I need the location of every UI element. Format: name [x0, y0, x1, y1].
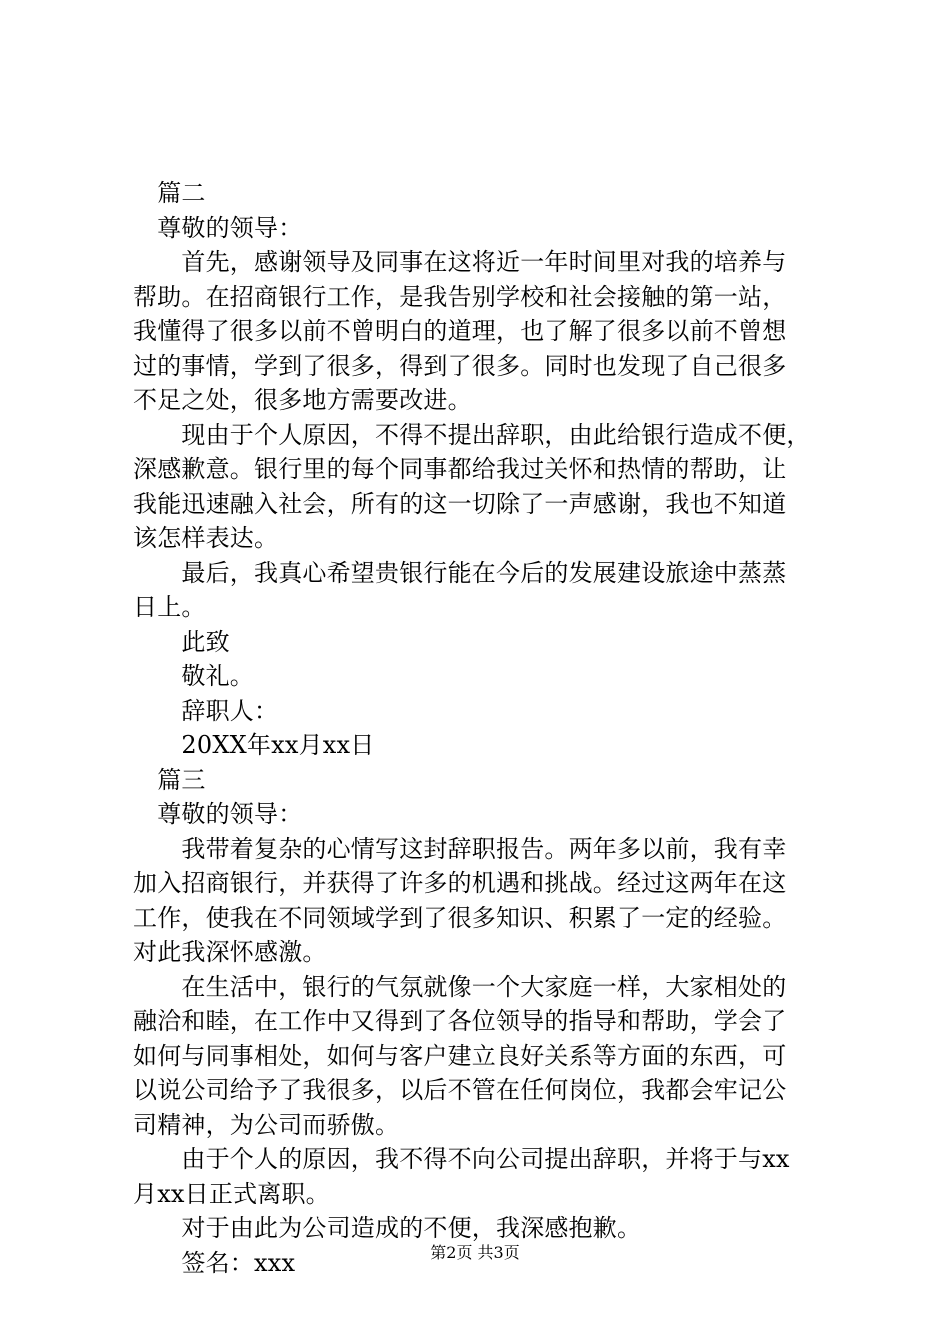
- paragraph-line: 深感歉意。银行里的每个同事都给我过关怀和热情的帮助，让: [133, 455, 787, 483]
- signature-line: 签名：xxx: [133, 1248, 296, 1277]
- paragraph-line: 司精神，为公司而骄傲。: [133, 1110, 400, 1139]
- paragraph-line: 在生活中，银行的气氛就像一个大家庭一样，大家相处的: [133, 972, 787, 1001]
- paragraph-line: 不足之处，很多地方需要改进。: [133, 386, 472, 414]
- date-line: 20XX年xx月xx日: [133, 731, 375, 759]
- paragraph-line: 由于个人的原因，我不得不向公司提出辞职，并将于与xx: [133, 1145, 790, 1173]
- paragraph-line: 首先，感谢领导及同事在这将近一年时间里对我的培养与: [133, 248, 787, 276]
- paragraph-line: 我带着复杂的心情写这封辞职报告。两年多以前，我有幸: [133, 834, 787, 863]
- paragraph-line: 过的事情，学到了很多，得到了很多。同时也发现了自己很多: [133, 351, 787, 380]
- paragraph-line: 日上。: [133, 593, 206, 621]
- paragraph-line: 对此我深怀感激。: [133, 938, 327, 966]
- paragraph-line: 最后，我真心希望贵银行能在今后的发展建设旅途中蒸蒸: [133, 558, 787, 587]
- paragraph-line: 加入招商银行，并获得了许多的机遇和挑战。经过这两年在这: [133, 869, 787, 897]
- paragraph-line: 对于由此为公司造成的不便，我深感抱歉。: [133, 1214, 642, 1242]
- closing-line: 敬礼。: [133, 662, 254, 690]
- paragraph-line: 月xx日正式离职。: [133, 1179, 330, 1208]
- signature-line: 辞职人：: [133, 696, 279, 725]
- page-number-footer: 第2页 共3页: [430, 1243, 520, 1262]
- paragraph-line: 该怎样表达。: [133, 524, 279, 552]
- paragraph-line: 工作，使我在不同领域学到了很多知识、积累了一定的经验。: [133, 903, 787, 932]
- paragraph-line: 融洽和睦，在工作中又得到了各位领导的指导和帮助，学会了: [133, 1007, 787, 1035]
- section-heading: 篇三: [133, 765, 206, 794]
- paragraph-line: 以说公司给予了我很多，以后不管在任何岗位，我都会牢记公: [133, 1076, 787, 1104]
- salutation: 尊敬的领导：: [133, 800, 303, 828]
- paragraph-line: 我懂得了很多以前不曾明白的道理，也了解了很多以前不曾想: [133, 317, 787, 345]
- paragraph-line: 如何与同事相处，如何与客户建立良好关系等方面的东西，可: [133, 1041, 787, 1070]
- paragraph-line: 帮助。在招商银行工作，是我告别学校和社会接触的第一站，: [133, 282, 787, 311]
- paragraph-line: 我能迅速融入社会，所有的这一切除了一声感谢，我也不知道: [133, 489, 787, 518]
- letter-body: [133, 176, 833, 1280]
- closing-line: 此致: [133, 627, 230, 656]
- paragraph-line: 现由于个人原因，不得不提出辞职，由此给银行造成不便，: [133, 420, 811, 449]
- salutation: 尊敬的领导：: [133, 213, 303, 242]
- section-heading: 篇二: [133, 179, 206, 207]
